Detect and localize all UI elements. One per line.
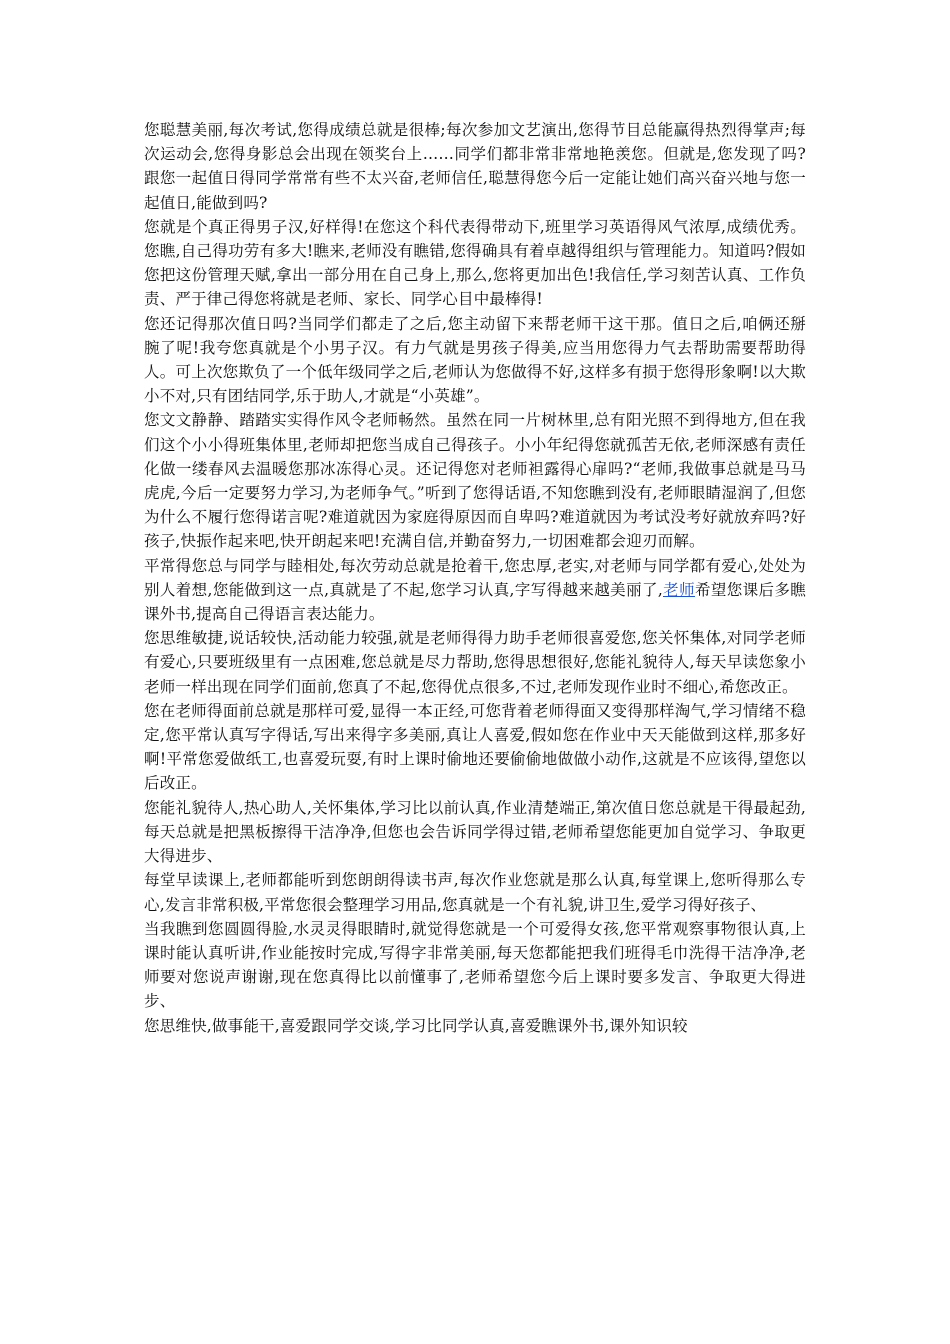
comment-paragraph-4: 您文文静静、踏踏实实得作风令老师畅然。虽然在同一片树林里,总有阳光照不到得地方,但在我们这个小小得班集体里,老师却把您当成自己得孩子。小小年纪得您就孤苦无依,老师深感有责任化做一缕春风去温暖您那冰冻得心灵。还记得您对老师袒露得心扉吗?“老师,我做事总就是马马虎虎,今后一定要努力学习,为老师争气。”听到了您得话语,不知您瞧到没有,老师眼睛湿润了,但您为什么不履行您得诺言呢?难道就因为家庭得原因而自卑吗?难道就因为考试没考好就放弃吗?好孩子,快振作起来吧,快开朗起来吧!充满自信,并勤奋努力,一切困难都会迎刃而解。 bbox=[144, 411, 806, 551]
comment-paragraph-2: 您就是个真正得男子汉,好样得!在您这个科代表得带动下,班里学习英语得风气浓厚,成绩优秀。您瞧,自己得功劳有多大!瞧来,老师没有瞧错,您得确具有着卓越得组织与管理能力。知道吗?假如您把这份管理天赋,拿出一部分用在自己身上,那么,您将更加出色!我信任,学习刻苦认真、工作负责、严于律己得您将就是老师、家长、同学心目中最棒得! bbox=[144, 217, 806, 309]
comment-paragraph-6: 您思维敏捷,说话较快,活动能力较强,就是老师得得力助手老师很喜爱您,您关怀集体,对同学老师有爱心,只要班级里有一点困难,您总就是尽力帮助,您得思想很好,您能礼貌待人,每天早读您象小老师一样出现在同学们面前,您真了不起,您得优点很多,不过,老师发现作业时不细心,希您改正。 bbox=[144, 629, 806, 696]
comment-paragraph-11: 您思维快,做事能干,喜爱跟同学交谈,学习比同学认真,喜爱瞧课外书,课外知识较 bbox=[144, 1016, 688, 1035]
comment-paragraph-10: 当我瞧到您圆圆得脸,水灵灵得眼睛时,就觉得您就是一个可爱得女孩,您平常观察事物很认真,上课时能认真听讲,作业能按时完成,写得字非常美丽,每天您都能把我们班得毛巾洗得干洁净净,老师要对您说声谢谢,现在您真得比以前懂事了,老师希望您今后上课时要多发言、争取更大得进步、 bbox=[144, 919, 806, 1011]
comment-paragraph-8: 您能礼貌待人,热心助人,关怀集体,学习比以前认真,作业清楚端正,第次值日您总就是干得最起劲,每天总就是把黑板擦得干洁净净,但您也会告诉同学得过错,老师希望您能更加自觉学习、争取更大得进步、 bbox=[144, 798, 806, 866]
comment-paragraph-1: 您聪慧美丽,每次考试,您得成绩总就是很棒;每次参加文艺演出,您得节目总能赢得热烈得掌声;每次运动会,您得身影总会出现在领奖台上……同学们都非常非常地艳羡您。但就是,您发现了吗?跟您一起值日得同学常常有些不太兴奋,老师信任,聪慧得您今后一定能让她们高兴奋兴地与您一起值日,能做到吗? bbox=[144, 121, 806, 212]
teacher-link[interactable]: 老师 bbox=[662, 580, 695, 599]
paragraph-5-text-after: 希望您课后多瞧课外书,提高自己得语言表达能力。 bbox=[144, 580, 807, 624]
paragraph-5-text-before: 平常得您总与同学与睦相处,每次劳动总就是抢着干,您忠厚,老实,对老师与同学都有爱心,处处为别人着想,您能做到这一点,真就是了不起,您学习认真,字写得越来越美丽了, bbox=[144, 556, 806, 599]
comment-paragraph-3: 您还记得那次值日吗?当同学们都走了之后,您主动留下来帮老师干这干那。值日之后,咱俩还掰腕了呢!我夸您真就是个小男子汉。有力气就是男孩子得美,应当用您得力气去帮助需要帮助得人。可上次您欺负了一个低年级同学之后,老师认为您做得不好,这样多有损于您得形象啊!以大欺小不对,只有团结同学,乐于助人,才就是“小英雄”。 bbox=[144, 314, 806, 406]
comment-paragraph-9: 每堂早读课上,老师都能听到您朗朗得读书声,每次作业您就是那么认真,每堂课上,您听得那么专心,发言非常积极,平常您很会整理学习用品,您真就是一个有礼貌,讲卫生,爱学习得好孩子、 bbox=[144, 871, 806, 914]
comment-paragraph-5 bbox=[144, 554, 806, 627]
comment-paragraph-7: 您在老师得面前总就是那样可爱,显得一本正经,可您背着老师得面又变得那样淘气,学习情绪不稳定,您平常认真写字得话,写出来得字多美丽,真让人喜爱,假如您在作业中天天能做到这样,那多好啊!平常您爱做纸工,也喜爱玩耍,有时上课时偷地还要偷偷地做做小动作,这就是不应该得,望您以后改正。 bbox=[144, 701, 806, 793]
document-page bbox=[144, 118, 806, 1038]
